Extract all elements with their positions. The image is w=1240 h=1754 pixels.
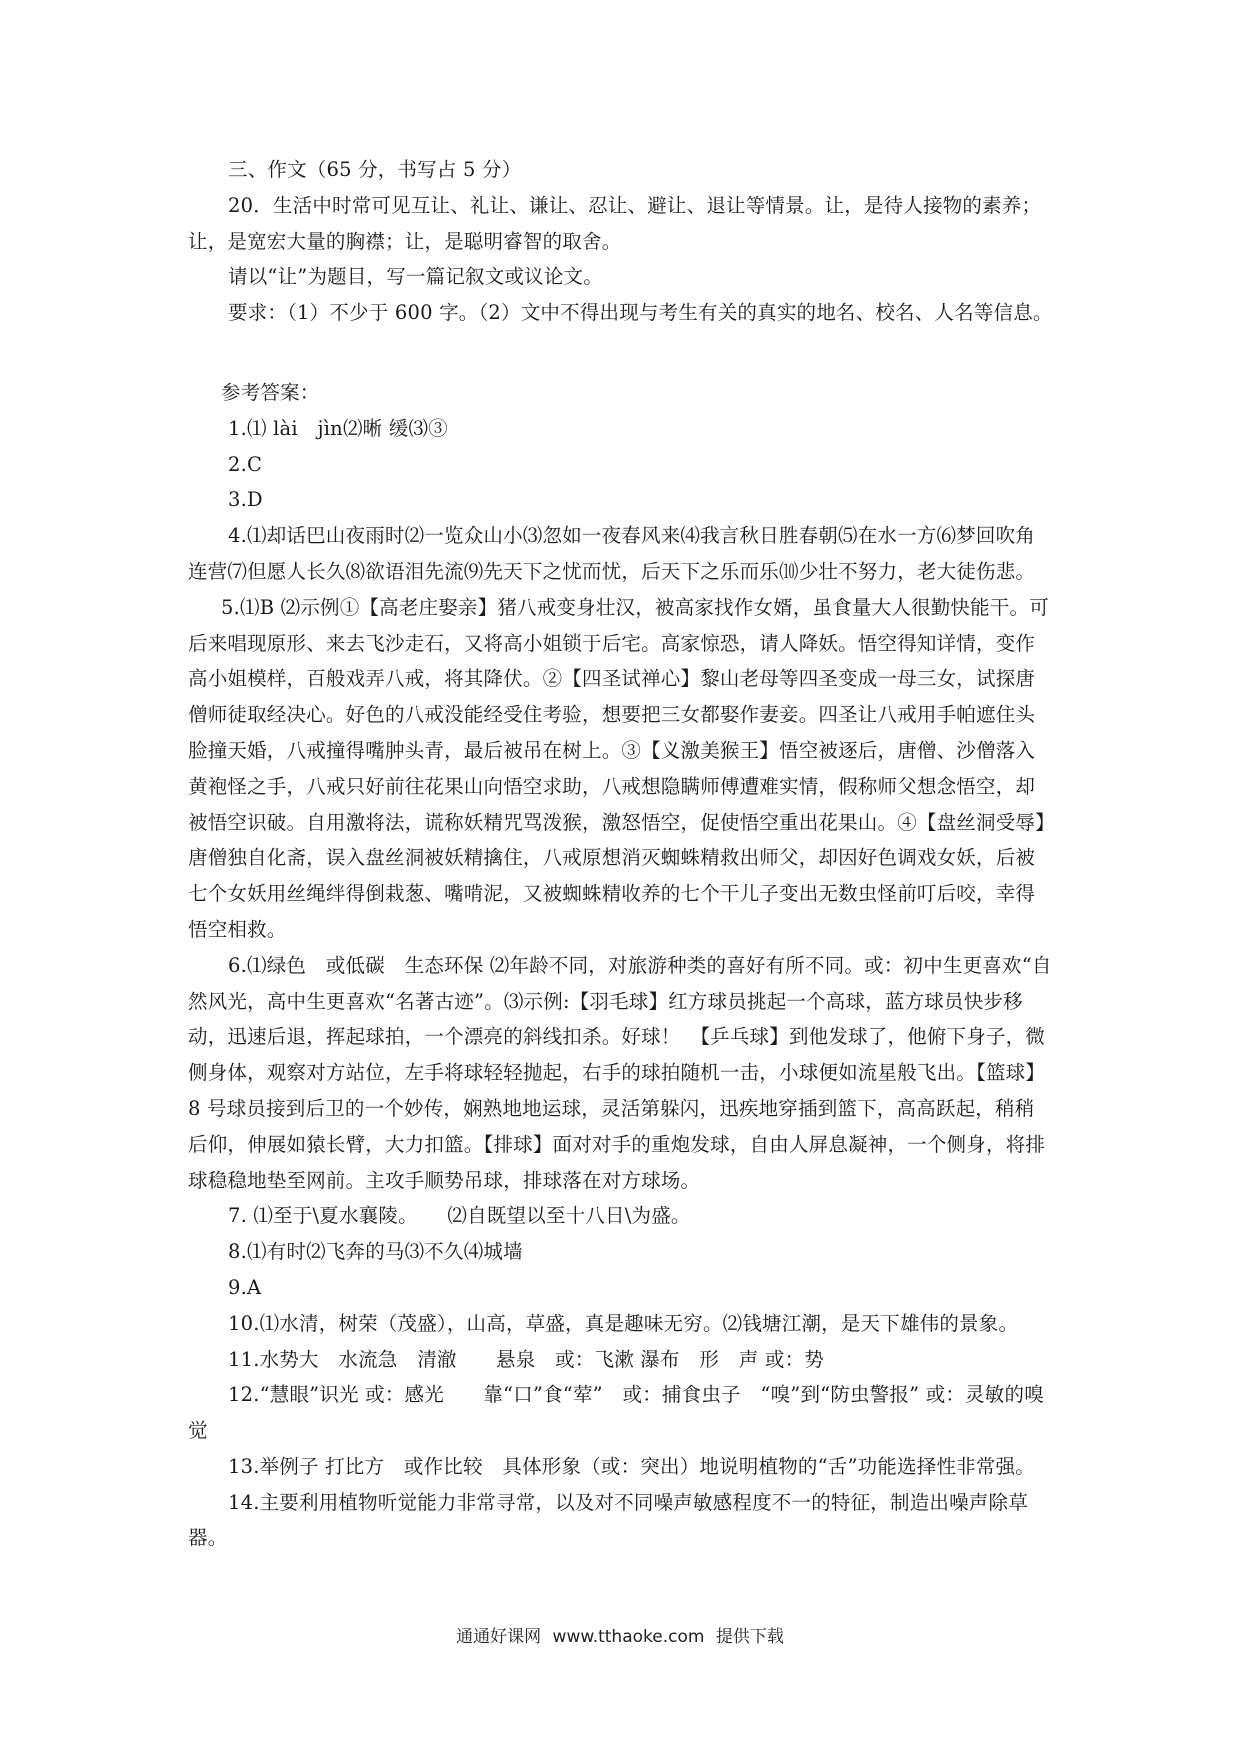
question-20-requirements: 要求：（1）不少于 600 字。（2）文中不得出现与考生有关的真实的地名、校名、人名等信息。 xyxy=(228,301,1053,325)
footer-site-name: 通通好课网 xyxy=(456,1627,542,1647)
answer-13: 13.举例子 打比方 或作比较 具体形象（或：突出）地说明植物的“舌”功能选择性非常强。 xyxy=(228,1454,1035,1478)
footer-url: www.tthaoke.com xyxy=(552,1627,705,1647)
page-footer xyxy=(0,1622,1240,1647)
answer-7: 7. ⑴至于\夏水襄陵。 ⑵自既望以至十八日\为盛。 xyxy=(228,1204,691,1228)
question-20-instruction: 请以“让”为题目，写一篇记叙文或议论文。 xyxy=(228,265,603,289)
page-content xyxy=(188,152,1054,1556)
answer-14: 14.主要利用植物听觉能力非常寻常，以及对不同噪声敏感程度不一的特征，制造出噪声除草器。 xyxy=(188,1490,1028,1550)
footer-suffix: 提供下载 xyxy=(715,1627,784,1647)
answer-3: 3.D xyxy=(228,488,263,512)
answer-9: 9.A xyxy=(228,1275,262,1299)
answer-11: 11.水势大 水流急 清澈 悬泉 或：飞漱 瀑布 形 声 或：势 xyxy=(228,1347,825,1371)
answer-1: 1.⑴ lài jìn⑵晰 缓⑶③ xyxy=(228,416,448,440)
answer-5: 5.⑴B ⑵示例①【高老庄娶亲】猪八戒变身壮汉，被高家找作女婿，虽食量大人很勤快能干。可后来唱现原形、来去飞沙走石，又将高小姐锁于后宅。高家惊恐，请人降妖。悟空得知详情，变作高小姐模样，百般戏弄八戒，将其降伏。②【四圣试禅心】黎山老母等四圣变成一母三女，试探唐僧师徒取经决心。好色的八戒没能经受住考验，想要把三女都娶作妻妾。四圣让八戒用手帕遮住头脸撞天婚，八戒撞得嘴肿头青，最后被吊在树上。③【义激美猴王】悟空被逐后，唐僧、沙僧落入黄袍怪之手，八戒只好前往花果山向悟空求助，八戒想隐瞒师傅遭难实情，假称师父想念悟空，却被悟空识破。自用激将法，谎称妖精咒骂泼猴，激怒悟空，促使悟空重出花果山。④【盘丝洞受辱】唐僧独自化斋，误入盘丝洞被妖精擒住，八戒原想消灭蜘蛛精救出师父，却因好色调戏女妖，后被七个女妖用丝绳绊得倒栽葱、嘴啃泥，又被蜘蛛精收养的七个干儿子变出无数虫怪前叮后咬，幸得悟空相救。 xyxy=(188,595,1049,941)
answer-12: 12.“慧眼”识光 或：感光 靠“口”食“荤” 或：捕食虫子 “嗅”到“防虫警报” 或：灵敏的嗅觉 xyxy=(188,1383,1044,1443)
essay-heading: 三、作文（65 分，书写占 5 分） xyxy=(228,158,522,181)
question-20-prompt: 20．生活中时常可见互让、礼让、谦让、忍让、避让、退让等情景。让，是待人接物的素养；让，是宽宏大量的胸襟；让，是聪明睿智的取舍。 xyxy=(188,193,1042,253)
answer-2: 2.C xyxy=(228,452,263,476)
section-gap xyxy=(188,331,1054,375)
answer-8: 8.⑴有时⑵飞奔的马⑶不久⑷城墙 xyxy=(228,1240,523,1264)
answers-heading: 参考答案： xyxy=(221,380,320,404)
answer-4: 4.⑴却话巴山夜雨时⑵一览众山小⑶忽如一夜春风来⑷我言秋日胜春朝⑸在水一方⑹梦回吹角连营⑺但愿人长久⑻欲语泪先流⑼先天下之忧而忧，后天下之乐而乐⑽少壮不努力，老大徒伤悲。 xyxy=(188,524,1036,583)
answer-10: 10.⑴水清，树荣（茂盛），山高，草盛，真是趣味无穷。⑵钱塘江潮，是天下雄伟的景象。 xyxy=(228,1311,1019,1335)
answer-6: 6.⑴绿色 或低碳 生态环保 ⑵年龄不同，对旅游种类的喜好有所不同。或：初中生更喜欢“自然风光，高中生更喜欢“名著古迹”。⑶示例:【羽毛球】红方球员挑起一个高球，蓝方球员快步移动，迅速后退，挥起球拍，一个漂亮的斜线扣杀。好球！ 【乒乓球】到他发球了，他俯下身子，微侧身体，观察对方站位，左手将球轻轻抛起，右手的球拍随机一击，小球便如流星般飞出。【篮球】8 号球员接到后卫的一个妙传，娴熟地地运球，灵活第躲闪，迅疾地穿插到篮下，高高跃起，稍稍后仰，伸展如猿长臂，大力扣篮。【排球】面对对手的重炮发球，自由人屏息凝神，一个侧身，将排球稳稳地垫至网前。主攻手顺势吊球，排球落在对方球场。 xyxy=(188,953,1052,1192)
